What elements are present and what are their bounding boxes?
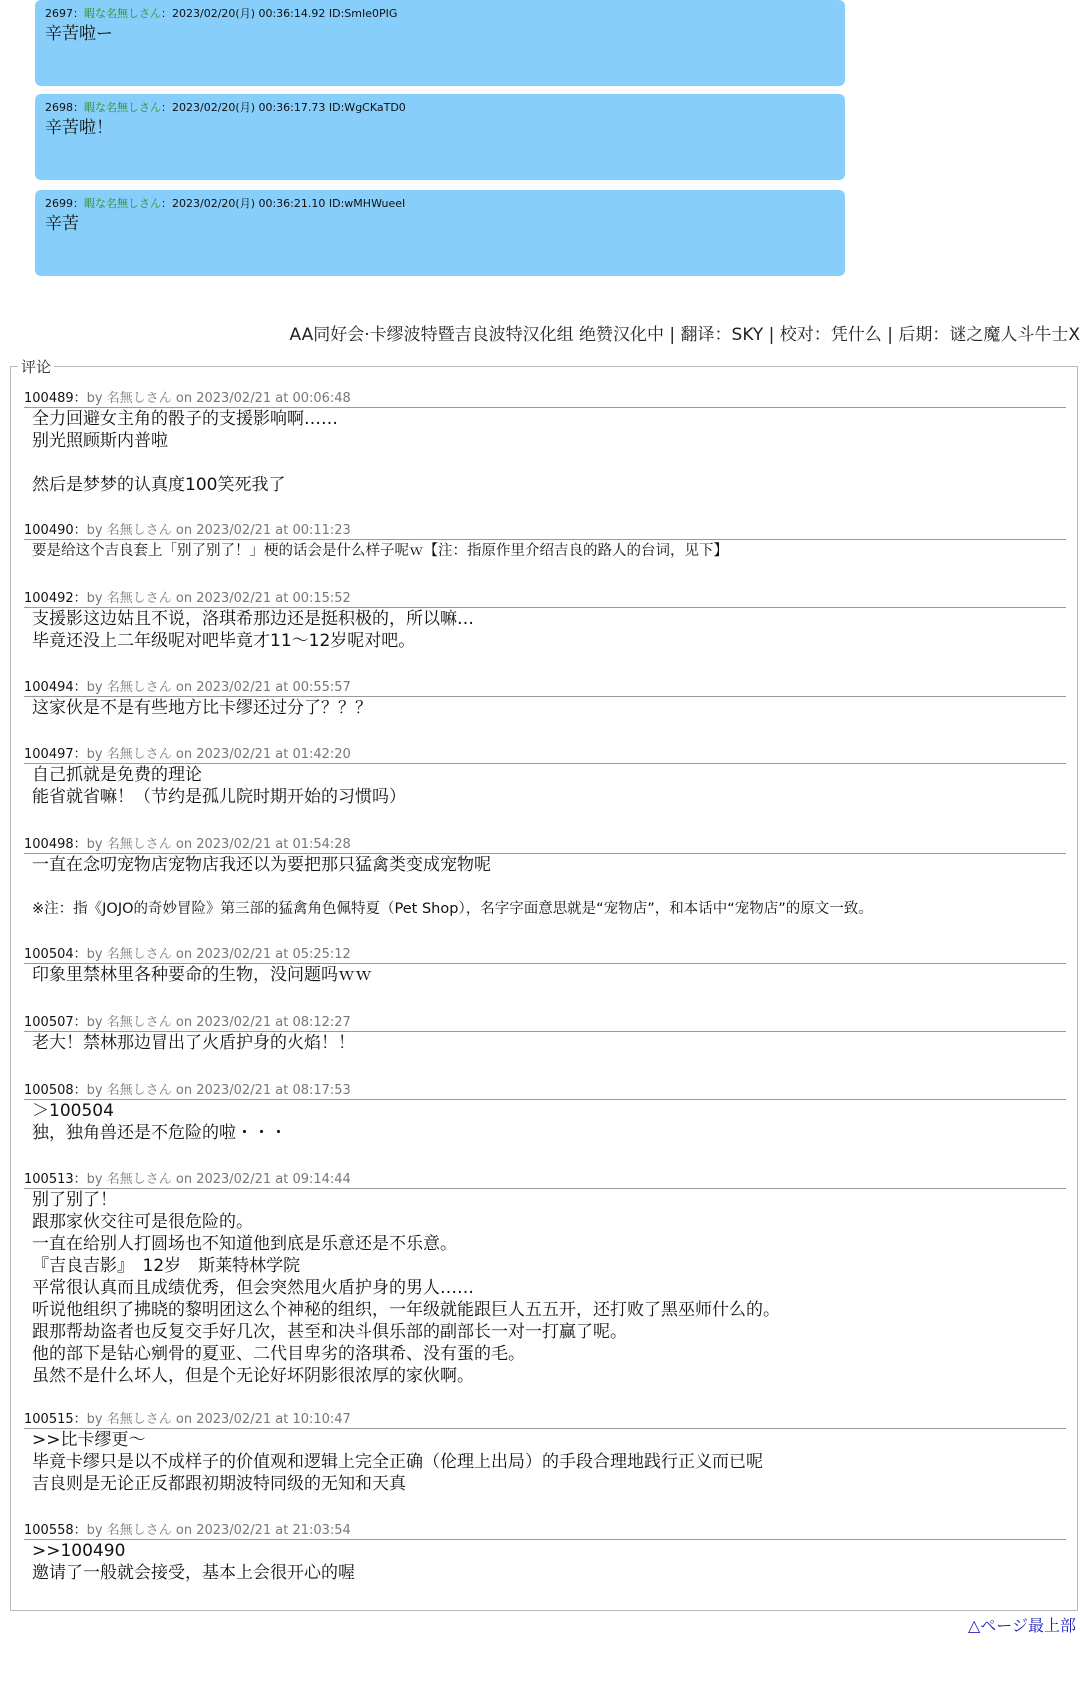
comment-item — [24, 523, 1066, 562]
comment-meta: by 名無しさん on 2023/02/21 at 08:17:53 — [86, 1083, 351, 1098]
comment-number: 100498 — [24, 837, 74, 852]
comment-header: 100494：by 名無しさん on 2023/02/21 at 00:55:57 — [24, 680, 1066, 697]
comment-number: 100515 — [24, 1412, 74, 1427]
comment-meta: by 名無しさん on 2023/02/21 at 08:12:27 — [86, 1015, 351, 1030]
comment-line — [32, 452, 1066, 474]
comment-line: 一直在念叨宠物店宠物店我还以为要把那只猛禽类变成宠物呢 — [32, 855, 491, 875]
poster-name: 暇な名無しさん — [84, 101, 161, 114]
thread-post — [35, 94, 845, 180]
post-number: 2697 — [45, 7, 73, 20]
comment-line: 平常很认真而且成绩优秀，但会突然甩火盾护身的男人…… — [32, 1278, 474, 1298]
poster-id: ID:SmIe0PIG — [328, 7, 398, 20]
comment-meta: by 名無しさん on 2023/02/21 at 21:03:54 — [86, 1523, 351, 1538]
post-body: 辛苦啦！ — [45, 118, 113, 138]
comment-meta: by 名無しさん on 2023/02/21 at 00:11:23 — [86, 523, 351, 538]
comment-line: 别光照顾斯内普啦 — [32, 431, 168, 451]
comment-body — [24, 1429, 1066, 1495]
comment-item — [24, 1412, 1066, 1495]
back-to-top-link[interactable]: △ページ最上部 — [968, 1616, 1076, 1635]
post-datetime: 2023/02/20(月) 00:36:14.92 — [172, 7, 326, 20]
comment-header: 100504：by 名無しさん on 2023/02/21 at 05:25:12 — [24, 947, 1066, 964]
comments-label: 评论 — [18, 356, 54, 377]
post-number: 2698 — [45, 101, 73, 114]
comment-number: 100494 — [24, 680, 74, 695]
comment-meta: by 名無しさん on 2023/02/21 at 05:25:12 — [86, 947, 351, 962]
comment-header: 100515：by 名無しさん on 2023/02/21 at 10:10:47 — [24, 1412, 1066, 1429]
comment-body — [24, 854, 1066, 920]
comment-line: 邀请了一般就会接受，基本上会很开心的喔 — [32, 1563, 355, 1583]
comment-header: 100507：by 名無しさん on 2023/02/21 at 08:12:27 — [24, 1015, 1066, 1032]
post-header: 2697：暇な名無しさん：2023/02/20(月) 00:36:14.92 ID:SmIe0PIG — [45, 7, 398, 20]
comment-line: >>100490 — [32, 1541, 126, 1561]
post-datetime: 2023/02/20(月) 00:36:17.73 — [172, 101, 326, 114]
post-body: 辛苦 — [45, 214, 79, 234]
comment-number: 100504 — [24, 947, 74, 962]
comment-number: 100489 — [24, 391, 74, 406]
comment-header: 100498：by 名無しさん on 2023/02/21 at 01:54:28 — [24, 837, 1066, 854]
comment-line: 一直在给别人打圆场也不知道他到底是乐意还是不乐意。 — [32, 1234, 457, 1254]
comment-meta: by 名無しさん on 2023/02/21 at 10:10:47 — [86, 1412, 351, 1427]
comment-line: 『吉良吉影』 12岁 斯莱特林学院 — [32, 1256, 301, 1276]
thread-post — [35, 190, 845, 276]
post-header: 2699：暇な名無しさん：2023/02/20(月) 00:36:21.10 ID:wMHWueeI — [45, 197, 406, 210]
comment-body — [24, 408, 1066, 496]
comment-body — [24, 764, 1066, 808]
comment-number: 100558 — [24, 1523, 74, 1538]
translation-credits: AA同好会·卡缪波特暨吉良波特汉化组 绝赞汉化中 | 翻译：SKY | 校对：凭什么 | 后期：谜之魔人斗牛士X — [289, 325, 1080, 345]
comment-header: 100490：by 名無しさん on 2023/02/21 at 00:11:23 — [24, 523, 1066, 540]
comment-line: 别了别了！ — [32, 1190, 117, 1210]
comment-meta: by 名無しさん on 2023/02/21 at 01:54:28 — [86, 837, 351, 852]
comment-body — [24, 540, 1066, 562]
comment-header: 100558：by 名無しさん on 2023/02/21 at 21:03:54 — [24, 1523, 1066, 1540]
poster-id: ID:wMHWueeI — [328, 197, 406, 210]
comment-number: 100497 — [24, 747, 74, 762]
comment-line: 吉良则是无论正反都跟初期波特同级的无知和天真 — [32, 1474, 406, 1494]
comment-line: 要是给这个吉良套上「别了别了！」梗的话会是什么样子呢ｗ【注：指原作里介绍吉良的路人的台词，见下】 — [32, 543, 728, 559]
comment-line: 然后是梦梦的认真度100笑死我了 — [32, 475, 286, 495]
comment-header: 100513：by 名無しさん on 2023/02/21 at 09:14:44 — [24, 1172, 1066, 1189]
comment-line: 虽然不是什么坏人，但是个无论好坏阴影很浓厚的家伙啊。 — [32, 1366, 474, 1386]
comment-line: 独，独角兽还是不危险的啦・・・ — [32, 1123, 287, 1143]
comment-line: 他的部下是钻心剜骨的夏亚、二代目卑劣的洛琪希、没有蛋的毛。 — [32, 1344, 525, 1364]
comment-number: 100508 — [24, 1083, 74, 1098]
comment-meta: by 名無しさん on 2023/02/21 at 09:14:44 — [86, 1172, 351, 1187]
comment-item — [24, 947, 1066, 986]
comment-meta: by 名無しさん on 2023/02/21 at 00:15:52 — [86, 591, 351, 606]
comment-body — [24, 608, 1066, 652]
comment-number: 100492 — [24, 591, 74, 606]
comment-item — [24, 1172, 1066, 1387]
comment-item — [24, 1523, 1066, 1584]
comment-line: 支援影这边姑且不说，洛琪希那边还是挺积极的，所以嘛… — [32, 609, 474, 629]
comment-header: 100508：by 名無しさん on 2023/02/21 at 08:17:53 — [24, 1083, 1066, 1100]
comment-line: 全力回避女主角的骰子的支援影响啊…… — [32, 409, 338, 429]
comment-line: 自己抓就是免费的理论 — [32, 765, 202, 785]
comment-meta: by 名無しさん on 2023/02/21 at 01:42:20 — [86, 747, 351, 762]
comment-line: 这家伙是不是有些地方比卡缪还过分了？？？ — [32, 698, 372, 718]
comment-item — [24, 747, 1066, 808]
post-header: 2698：暇な名無しさん：2023/02/20(月) 00:36:17.73 ID:WgCKaTD0 — [45, 101, 406, 114]
comment-line: >>比卡缪更～ — [32, 1430, 146, 1450]
comment-item — [24, 837, 1066, 920]
comment-header: 100489：by 名無しさん on 2023/02/21 at 00:06:48 — [24, 391, 1066, 408]
comment-item — [24, 1083, 1066, 1144]
comment-number: 100513 — [24, 1172, 74, 1187]
poster-name: 暇な名無しさん — [84, 7, 161, 20]
comment-line: 跟那家伙交往可是很危险的。 — [32, 1212, 253, 1232]
comment-line: 跟那帮劫盗者也反复交手好几次，甚至和决斗俱乐部的副部长一对一打赢了呢。 — [32, 1322, 627, 1342]
poster-id: ID:WgCKaTD0 — [328, 101, 406, 114]
comment-body — [24, 1540, 1066, 1584]
comment-body — [24, 1032, 1066, 1054]
comment-line: 毕竟还没上二年级呢对吧毕竟才11～12岁呢对吧。 — [32, 631, 416, 651]
comment-body — [24, 1189, 1066, 1387]
comment-line: 听说他组织了拂晓的黎明团这么个神秘的组织，一年级就能跟巨人五五开，还打败了黑巫师什么的。 — [32, 1300, 780, 1320]
comment-body — [24, 1100, 1066, 1144]
comment-item — [24, 680, 1066, 719]
post-body: 辛苦啦ー — [45, 24, 113, 44]
comment-header: 100492：by 名無しさん on 2023/02/21 at 00:15:52 — [24, 591, 1066, 608]
comment-line: 能省就省嘛！（节约是孤儿院时期开始的习惯吗） — [32, 787, 406, 807]
comment-number: 100507 — [24, 1015, 74, 1030]
comment-meta: by 名無しさん on 2023/02/21 at 00:06:48 — [86, 391, 351, 406]
poster-name: 暇な名無しさん — [84, 197, 161, 210]
comment-item — [24, 1015, 1066, 1054]
post-number: 2699 — [45, 197, 73, 210]
comment-line: ※注：指《JOJO的奇妙冒险》第三部的猛禽角色佩特夏（Pet Shop），名字字面意思就是“宠物店”，和本话中“宠物店”的原文一致。 — [32, 901, 873, 917]
comment-line: 老大！禁林那边冒出了火盾护身的火焰！！ — [32, 1033, 355, 1053]
comment-body — [24, 964, 1066, 986]
comment-line — [32, 876, 1066, 898]
comment-line: 印象里禁林里各种要命的生物，没问题吗ｗｗ — [32, 965, 372, 985]
comment-meta: by 名無しさん on 2023/02/21 at 00:55:57 — [86, 680, 351, 695]
comment-item — [24, 591, 1066, 652]
comment-line: 毕竟卡缪只是以不成样子的价值观和逻辑上完全正确（伦理上出局）的手段合理地践行正义而已呢 — [32, 1452, 763, 1472]
comment-body — [24, 697, 1066, 719]
comment-header: 100497：by 名無しさん on 2023/02/21 at 01:42:20 — [24, 747, 1066, 764]
comment-number: 100490 — [24, 523, 74, 538]
post-datetime: 2023/02/20(月) 00:36:21.10 — [172, 197, 326, 210]
thread-post — [35, 0, 845, 86]
comment-line: ＞100504 — [32, 1101, 114, 1121]
comment-item — [24, 391, 1066, 496]
